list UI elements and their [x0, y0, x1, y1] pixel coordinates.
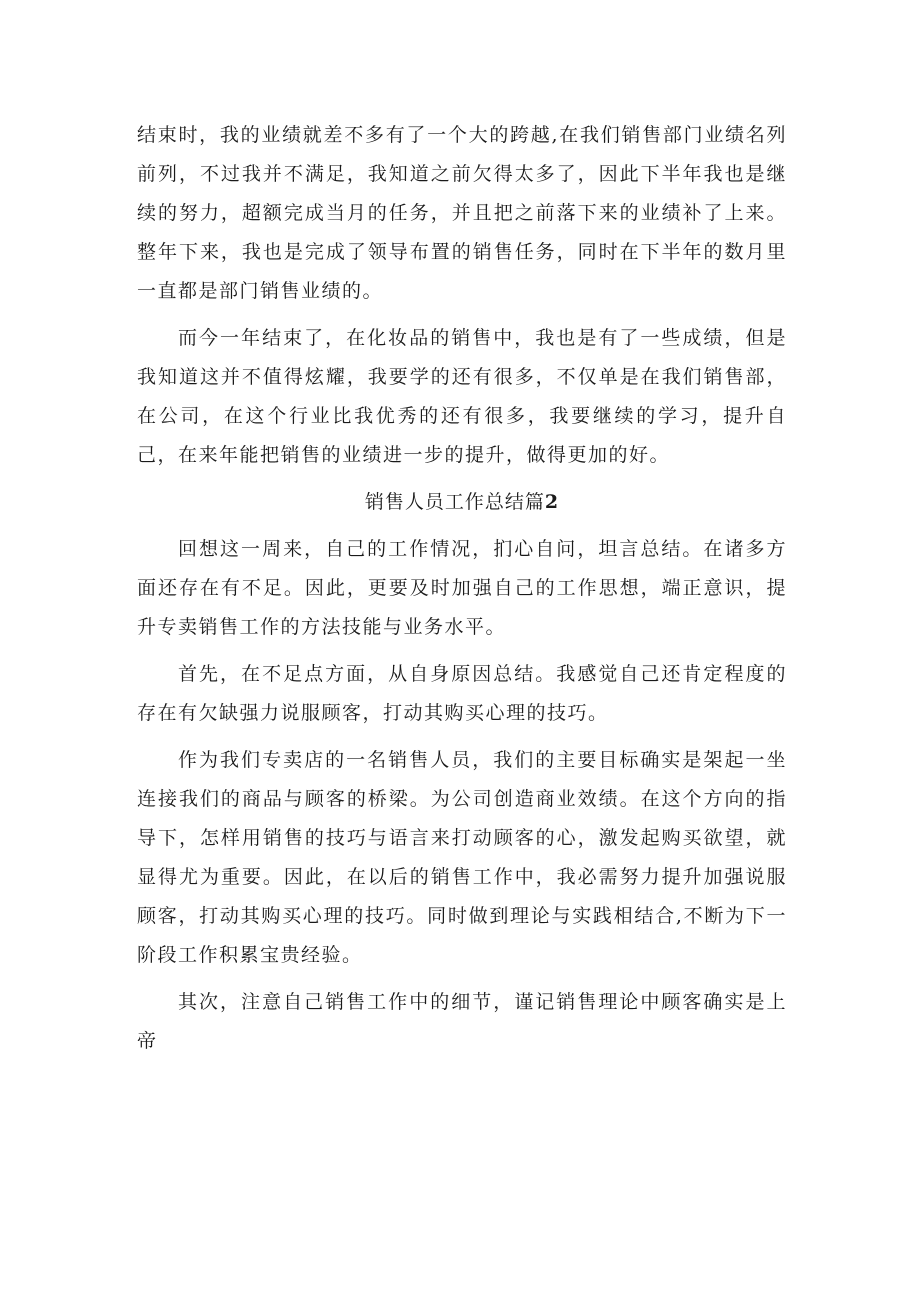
paragraph-role: 作为我们专卖店的一名销售人员，我们的主要目标确实是架起一坐连接我们的商品与顾客的桥梁。为公司创造商业效绩。在这个方向的指导下，怎样用销售的技巧与语言来打动顾客的心，激发起购买欲望，就显得尤为重要。因此，在以后的销售工作中，我必需努力提升加强说服顾客，打动其购买心理的技巧。同时做到理论与实践相结合,不断为下一阶段工作积累宝贵经验。: [137, 749, 787, 966]
paragraph-second-point: 其次，注意自己销售工作中的细节，谨记销售理论中顾客确实是上帝: [137, 991, 787, 1052]
paragraph-continuation: 结束时，我的业绩就差不多有了一个大的跨越,在我们销售部门业绩名列前列，不过我并不满足，我知道之前欠得太多了，因此下半年我也是继续的努力，超额完成当月的任务，并且把之前落下来的业绩补了上来。整年下来，我也是完成了领导布置的销售任务，同时在下半年的数月里一直都是部门销售业绩的。: [137, 124, 787, 302]
paragraph-year-end: 而今一年结束了，在化妆品的销售中，我也是有了一些成绩，但是我知道这并不值得炫耀，我要学的还有很多，不仅单是在我们销售部，在公司，在这个行业比我优秀的还有很多，我要继续的学习，提升自己，在来年能把销售的业绩进一步的提升，做得更加的好。: [137, 327, 787, 466]
paragraph-first-point: 首先，在不足点方面，从自身原因总结。我感觉自己还肯定程度的存在有欠缺强力说服顾客，打动其购买心理的技巧。: [137, 663, 787, 724]
section-heading: [137, 483, 787, 522]
section-heading-number: 2: [544, 491, 560, 513]
section-heading-text: 销售人员工作总结篇: [364, 491, 545, 513]
paragraph-weekly-review: 回想这一周来，自己的工作情况，扪心自问，坦言总结。在诸多方面还存在有不足。因此，更要及时加强自己的工作思想，端正意识，提升专卖销售工作的方法技能与业务水平。: [137, 538, 787, 638]
document-body: [137, 116, 787, 1061]
